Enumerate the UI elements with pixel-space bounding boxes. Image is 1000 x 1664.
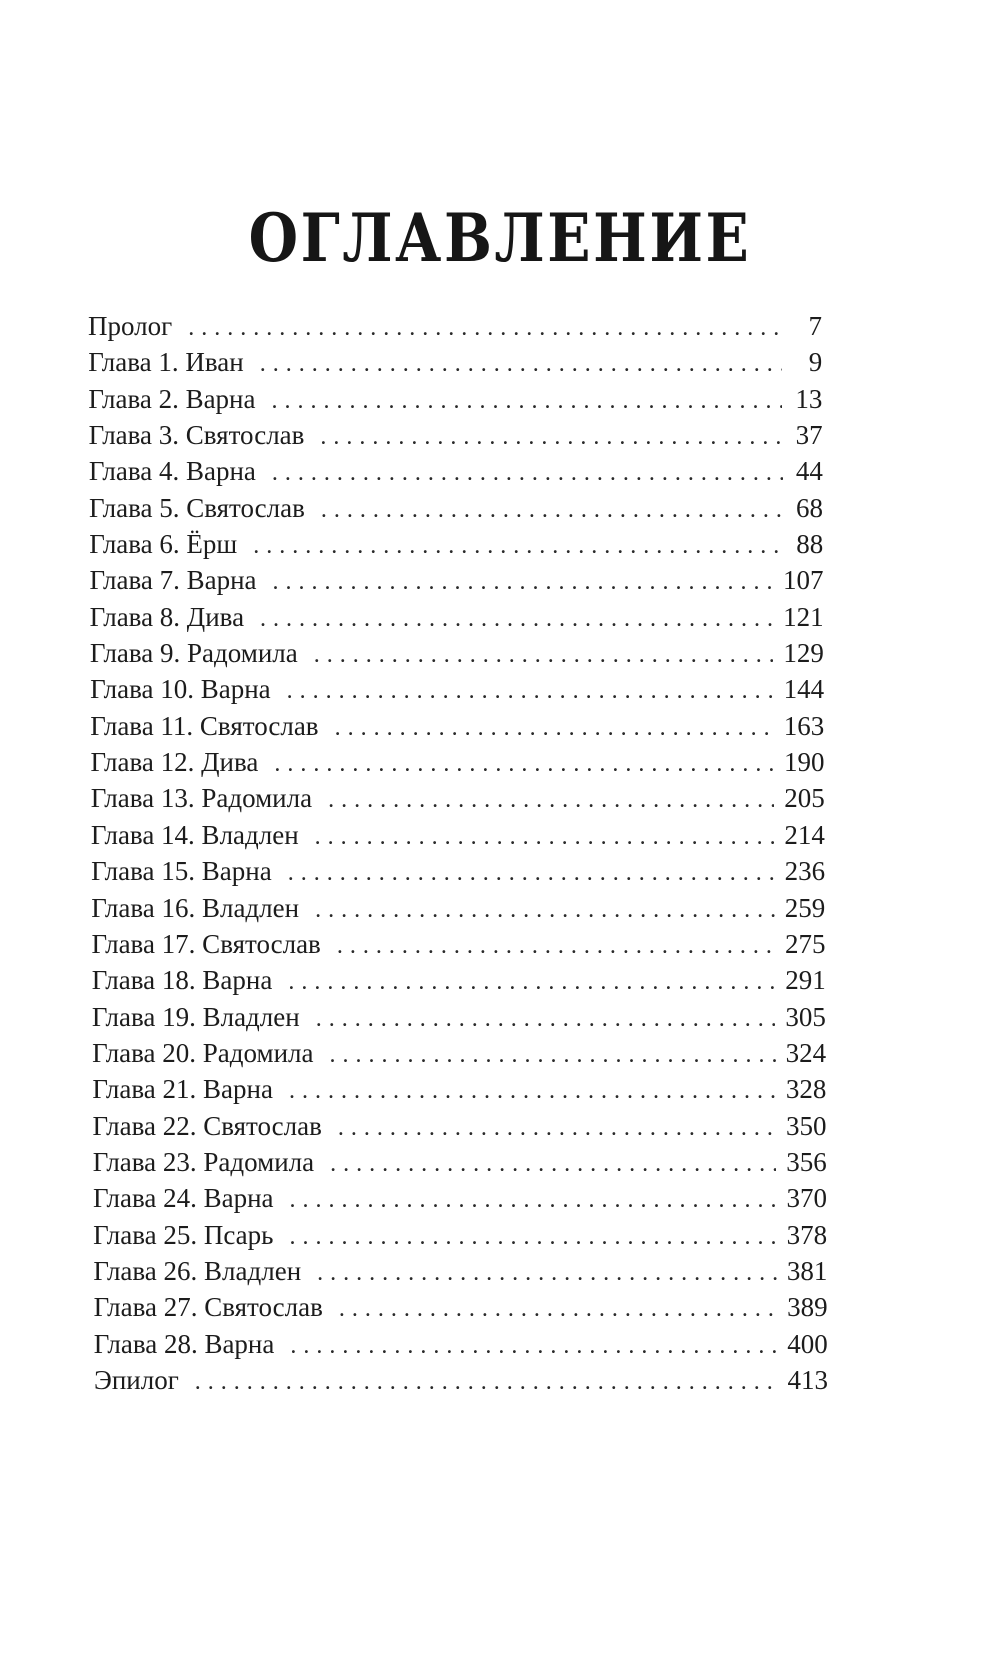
toc-entry <box>88 308 822 344</box>
toc-entry-page-number: 236 <box>784 856 826 887</box>
dot-leader <box>289 1073 776 1109</box>
toc-entry-page-number: 389 <box>787 1292 828 1323</box>
toc-entry <box>93 1217 827 1253</box>
toc-entry-title: Глава 19. Владлен <box>91 1001 300 1032</box>
toc-entry-page-number: 356 <box>786 1146 827 1177</box>
toc-entry-page-number: 163 <box>783 710 825 741</box>
toc-entry-page-number: 328 <box>785 1074 827 1105</box>
toc-entry <box>89 526 823 562</box>
dot-leader <box>328 782 774 818</box>
toc-entry-title: Глава 5. Святослав <box>89 492 305 523</box>
dot-leader <box>260 601 773 637</box>
dot-leader <box>338 1110 776 1146</box>
dot-leader <box>253 528 783 564</box>
toc-entry <box>90 708 824 744</box>
dot-leader <box>290 1182 777 1218</box>
toc-entry <box>88 381 822 417</box>
toc-entry <box>89 417 823 453</box>
toc-entry-title: Пролог <box>88 311 173 341</box>
toc-entry <box>93 1180 827 1216</box>
toc-entry-page-number: 68 <box>796 492 824 523</box>
dot-leader <box>288 855 775 891</box>
toc-entry-page-number: 205 <box>784 783 825 814</box>
toc-entry <box>93 1144 827 1180</box>
dot-leader <box>315 819 775 855</box>
toc-entry-title: Глава 2. Варна <box>88 383 256 414</box>
dot-leader <box>330 1146 776 1182</box>
toc-entry <box>92 926 826 962</box>
toc-entry <box>93 1108 827 1144</box>
dot-leader <box>188 310 782 346</box>
dot-leader <box>273 564 773 600</box>
toc-entry-title: Глава 15. Варна <box>91 856 272 887</box>
toc-entry-title: Глава 4. Варна <box>88 456 256 487</box>
toc-entry-title: Глава 11. Святослав <box>90 710 319 741</box>
toc-entry <box>94 1362 828 1398</box>
toc-entry-title: Глава 22. Святослав <box>92 1110 322 1141</box>
toc-entry <box>91 817 825 853</box>
toc-entry-page-number: 144 <box>783 674 825 705</box>
toc-entry-title: Глава 1. Иван <box>88 347 244 378</box>
toc-entry-title: Глава 9. Радомила <box>89 638 298 669</box>
dot-leader <box>330 1037 776 1073</box>
toc-entry-page-number: 413 <box>787 1365 828 1395</box>
toc-entry-title: Глава 27. Святослав <box>93 1292 323 1323</box>
toc-entry <box>91 890 825 926</box>
dot-leader <box>315 892 775 928</box>
toc-entry-page-number: 291 <box>785 965 826 996</box>
dot-leader <box>321 492 783 528</box>
toc-entry <box>90 635 824 671</box>
toc-entry-title: Глава 28. Варна <box>93 1328 275 1359</box>
toc-entry-title: Глава 3. Святослав <box>88 420 305 451</box>
toc-entry <box>90 671 824 707</box>
toc-entry-title: Глава 12. Дива <box>90 747 259 778</box>
dot-leader <box>317 1255 777 1291</box>
toc-entry <box>88 344 822 380</box>
dot-leader <box>335 710 774 746</box>
toc-entry-title: Глава 13. Радомила <box>90 783 313 814</box>
toc-entry <box>92 1035 826 1071</box>
dot-leader <box>274 746 774 782</box>
toc-entry-title: Глава 21. Варна <box>92 1074 273 1105</box>
toc-entry <box>89 490 823 526</box>
dot-leader <box>288 964 775 1000</box>
toc-entry-page-number: 121 <box>783 601 824 632</box>
toc-entry-page-number: 88 <box>796 529 824 560</box>
toc-entry-title: Глава 25. Псарь <box>93 1219 274 1250</box>
toc-entry <box>94 1289 828 1325</box>
dot-leader <box>337 928 775 964</box>
dot-leader <box>272 455 783 491</box>
toc-entry-page-number: 378 <box>786 1219 828 1250</box>
toc-entry-page-number: 9 <box>808 347 823 378</box>
toc-entry-title: Глава 16. Владлен <box>91 892 300 923</box>
toc-entry <box>92 962 826 998</box>
page-title: ОГЛАВЛЕНИЕ <box>248 199 752 277</box>
toc-entry <box>92 999 826 1035</box>
toc-entry-page-number: 259 <box>784 892 826 923</box>
toc-entry-title: Глава 17. Святослав <box>91 928 321 959</box>
toc-entry-page-number: 190 <box>783 747 825 778</box>
dot-leader <box>314 637 774 673</box>
toc-entry-title: Глава 26. Владлен <box>93 1255 302 1286</box>
dot-leader <box>272 383 783 419</box>
toc-entry-title: Эпилог <box>94 1365 179 1395</box>
toc-entry-page-number: 350 <box>786 1110 827 1141</box>
toc-entry-title: Глава 7. Варна <box>89 565 257 596</box>
toc-entry-title: Глава 10. Варна <box>90 674 271 705</box>
toc-entry-page-number: 324 <box>785 1037 827 1068</box>
toc-entry-title: Глава 18. Варна <box>91 965 273 996</box>
toc-entry-title: Глава 8. Дива <box>89 601 245 632</box>
toc-entry-page-number: 400 <box>787 1328 828 1359</box>
dot-leader <box>289 1219 776 1255</box>
toc-entry-page-number: 381 <box>786 1255 828 1286</box>
toc-entry <box>90 599 824 635</box>
toc-entry <box>92 1071 826 1107</box>
toc-entry-title: Глава 23. Радомила <box>92 1146 315 1177</box>
toc-entry <box>89 562 823 598</box>
toc-entry <box>94 1326 828 1362</box>
toc-entry-title: Глава 14. Владлен <box>90 819 299 850</box>
toc-entry-page-number: 305 <box>785 1001 826 1032</box>
toc-entry <box>89 453 823 489</box>
dot-leader <box>260 346 783 382</box>
dot-leader <box>316 1001 776 1037</box>
toc-entry-page-number: 44 <box>795 456 823 487</box>
dot-leader <box>339 1291 777 1327</box>
toc-entry <box>91 780 825 816</box>
toc-entry-page-number: 214 <box>784 819 825 850</box>
toc-entry-title: Глава 24. Варна <box>92 1183 274 1214</box>
dot-leader <box>290 1328 777 1364</box>
toc-entry-page-number: 13 <box>795 383 823 414</box>
toc-entry-title: Глава 20. Радомила <box>92 1037 314 1068</box>
dot-leader <box>320 419 782 455</box>
toc-entry <box>90 744 824 780</box>
toc-entry-page-number: 37 <box>795 420 823 451</box>
toc-entry-page-number: 7 <box>808 311 822 341</box>
toc-entry <box>91 853 825 889</box>
toc-entry-page-number: 370 <box>786 1183 827 1214</box>
toc-entry-title: Глава 6. Ёрш <box>89 529 238 560</box>
toc-entry-page-number: 107 <box>782 565 824 596</box>
dot-leader <box>287 673 774 709</box>
dot-leader <box>195 1364 778 1400</box>
toc-entry-page-number: 275 <box>785 928 826 959</box>
toc-entry <box>93 1253 827 1289</box>
toc-entry-page-number: 129 <box>783 638 824 669</box>
